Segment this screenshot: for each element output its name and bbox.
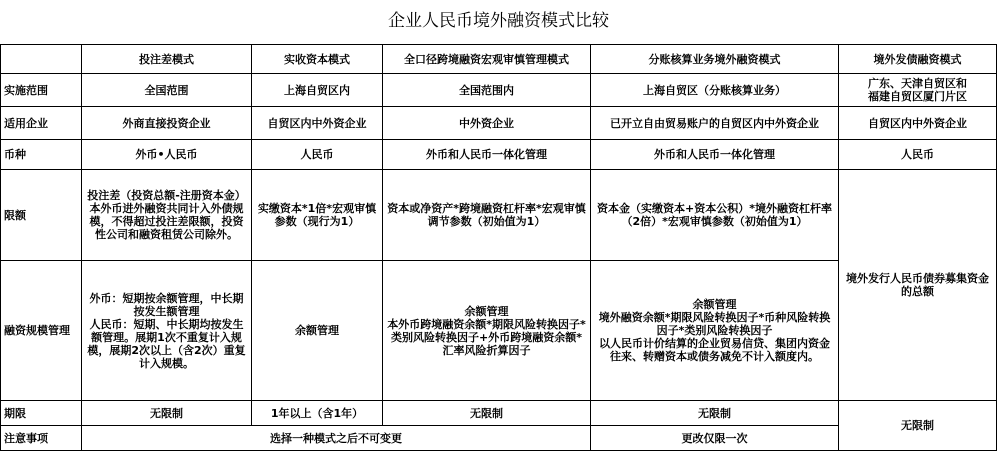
row-label: 币种 [1, 140, 82, 170]
table-cell: 外币•人民币 [82, 140, 252, 170]
column-header: 分账核算业务境外融资模式 [591, 45, 839, 74]
table-cell: 余额管理 境外融资余额*期限风险转换因子*币种风险转换因子*类别风险转换因子 以人民币计价结算的企业贸易信贷、集团内资金往来、转赠资本或债务减免不计入额度内。 [591, 261, 839, 401]
table-cell: 广东、天津自贸区和 福建自贸区厦门片区 [839, 74, 997, 107]
row-label: 期限 [1, 401, 82, 426]
table-cell: 无限制 [591, 401, 839, 426]
table-cell: 余额管理 本外币跨境融资余额*期限风险转换因子*类别风险转换因子+外币跨境融资余额*汇率风险折算因子 [383, 261, 591, 401]
row-label: 适用企业 [1, 107, 82, 140]
corner-cell [1, 45, 82, 74]
table-row [1, 140, 997, 170]
table-cell: 全国范围 [82, 74, 252, 107]
table-cell: 外币：短期按余额管理，中长期按发生额管理 人民币：短期、中长期均按发生 额管理。展期1次不重复计入规模，展期2次以上（含2次）重复计入规模。 [82, 261, 252, 401]
table-cell: 外币和人民币一体化管理 [591, 140, 839, 170]
table-cell: 自贸区内中外资企业 [252, 107, 383, 140]
table-cell: 1年以上（含1年） [252, 401, 383, 426]
header-row [1, 45, 997, 74]
table-cell: 自贸区内中外资企业 [839, 107, 997, 140]
table-cell: 无限制 [839, 401, 997, 451]
table-cell: 投注差（投资总额-注册资本金）本外币进外融资共同计入外债规模，不得超过投注差限额，投资性公司和融资租赁公司除外。 [82, 170, 252, 261]
table-cell: 境外发行人民币债券募集资金的总额 [839, 170, 997, 401]
table-cell: 资本或净资产*跨境融资杠杆率*宏观审慎调节参数（初始值为1） [383, 170, 591, 261]
table-cell: 全国范围内 [383, 74, 591, 107]
row-label: 注意事项 [1, 426, 82, 451]
table-cell: 外币和人民币一体化管理 [383, 140, 591, 170]
column-header: 全口径跨境融资宏观审慎管理模式 [383, 45, 591, 74]
table-cell: 资本金（实缴资本+资本公积）*境外融资杠杆率（2倍）*宏观审慎参数（初始值为1） [591, 170, 839, 261]
table-cell: 中外资企业 [383, 107, 591, 140]
page-title: 企业人民币境外融资模式比较 [388, 11, 609, 31]
table-row [1, 107, 997, 140]
table-cell: 人民币 [252, 140, 383, 170]
table-cell: 选择一种模式之后不可变更 [82, 426, 591, 451]
table-cell: 实缴资本*1倍*宏观审慎参数（现行为1） [252, 170, 383, 261]
table-cell: 无限制 [82, 401, 252, 426]
table-cell: 无限制 [383, 401, 591, 426]
column-header: 境外发债融资模式 [839, 45, 997, 74]
table-cell: 余额管理 [252, 261, 383, 401]
table-cell: 外商直接投资企业 [82, 107, 252, 140]
comparison-table [0, 44, 997, 451]
table-row [1, 170, 997, 261]
table-cell: 上海自贸区（分账核算业务） [591, 74, 839, 107]
row-label: 限额 [1, 170, 82, 261]
column-header: 投注差模式 [82, 45, 252, 74]
table-cell: 更改仅限一次 [591, 426, 839, 451]
row-label: 实施范围 [1, 74, 82, 107]
column-header: 实收资本模式 [252, 45, 383, 74]
table-cell: 上海自贸区内 [252, 74, 383, 107]
table-cell: 已开立自由贸易账户的自贸区内中外资企业 [591, 107, 839, 140]
table-row [1, 74, 997, 107]
table-cell: 人民币 [839, 140, 997, 170]
row-label: 融资规模管理 [1, 261, 82, 401]
table-row [1, 401, 997, 426]
